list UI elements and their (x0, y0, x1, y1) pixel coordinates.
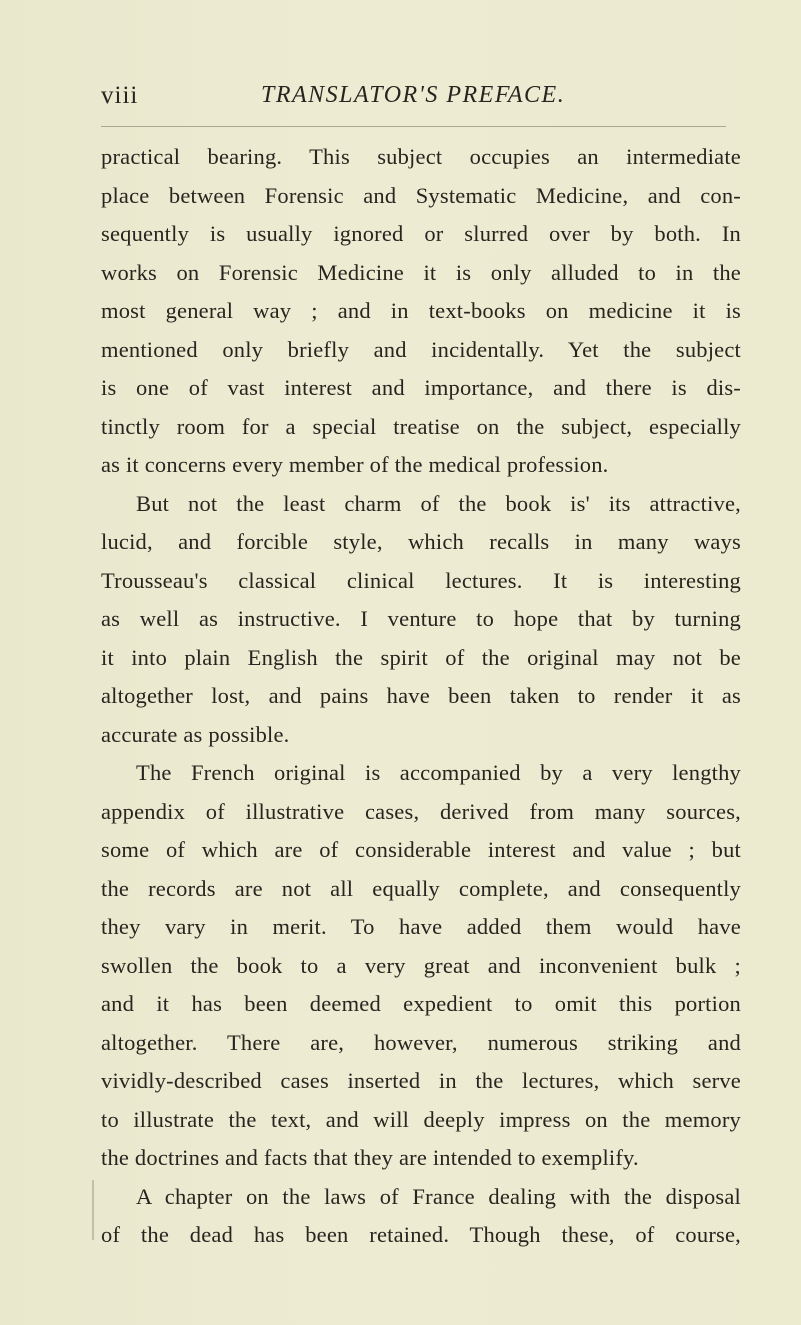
paragraph-start-line: But not the least charm of the book is' its attractive, (136, 490, 741, 516)
preface-body (101, 138, 741, 1255)
running-head (101, 82, 721, 122)
text-line: it into plain English the spirit of the original may not be (101, 644, 741, 670)
paragraph-start-line: The French original is accompanied by a very lengthy (136, 760, 741, 785)
text-line: accurate as possible. (101, 721, 290, 747)
text-line: most general way ; and in text-books on medicine it is (101, 298, 741, 323)
text-line: some of which are of considerable interest and value ; but (101, 837, 741, 862)
text-line: practical bearing. This subject occupies an intermediate (101, 144, 741, 169)
text-line: altogether. There are, however, numerous striking and (101, 1029, 741, 1055)
text-line: of the dead has been retained. Though these, of course, (101, 1222, 741, 1247)
text-line: they vary in merit. To have added them would have (101, 914, 741, 939)
text-line: is one of vast interest and importance, and there is dis- (101, 375, 741, 400)
text-line: Trousseau's classical clinical lectures. It is interesting (101, 567, 741, 593)
text-line: mentioned only briefly and incidentally. Yet the subject (101, 336, 741, 362)
text-line: lucid, and forcible style, which recalls in many ways (101, 529, 741, 554)
header-rule (101, 126, 726, 127)
text-line: swollen the book to a very great and inconvenient bulk ; (101, 952, 741, 978)
text-line: vividly-described cases inserted in the lectures, which serve (101, 1068, 741, 1093)
text-line: sequently is usually ignored or slurred over by both. In (101, 221, 741, 246)
text-line: place between Forensic and Systematic Medicine, and con- (101, 182, 741, 208)
text-line: as it concerns every member of the medical profession. (101, 452, 609, 477)
text-line: appendix of illustrative cases, derived from many sources, (101, 798, 741, 824)
text-line: the doctrines and facts that they are intended to exemplify. (101, 1145, 639, 1170)
text-line: to illustrate the text, and will deeply impress on the memory (101, 1106, 741, 1132)
text-line: works on Forensic Medicine it is only alluded to in the (101, 259, 741, 285)
text-line: tinctly room for a special treatise on the subject, especially (101, 413, 741, 439)
text-line: altogether lost, and pains have been taken to render it as (101, 683, 741, 708)
paragraph-start-line: A chapter on the laws of France dealing with the disposal (136, 1183, 741, 1209)
page-number: viii (101, 82, 139, 109)
text-line: the records are not all equally complete, and consequently (101, 875, 741, 901)
text-line: as well as instructive. I venture to hope that by turning (101, 606, 741, 631)
text-line: and it has been deemed expedient to omit this portion (101, 991, 741, 1016)
running-title: TRANSLATOR'S PREFACE. (261, 82, 566, 108)
margin-fold-mark (92, 1180, 94, 1240)
